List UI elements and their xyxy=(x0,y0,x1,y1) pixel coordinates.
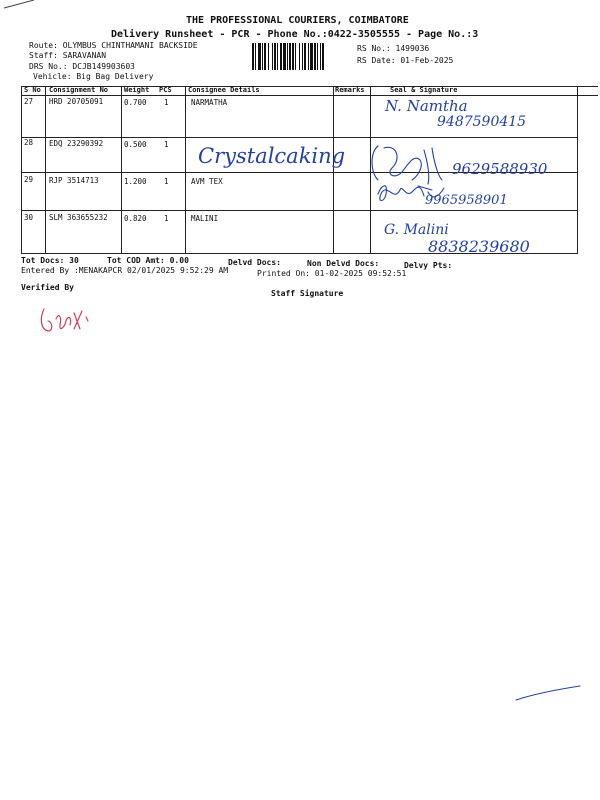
vehicle-label: Vehicle: Big Bag Delivery xyxy=(33,72,154,81)
row-weight: 0.820 xyxy=(124,214,147,223)
handwritten-phone-row28: 9629588930 xyxy=(452,160,548,178)
barcode-graphic xyxy=(252,43,352,70)
col-consignee: Consignee Details xyxy=(188,86,260,94)
barcode xyxy=(252,43,352,70)
col-seal-signature: Seal & Signature xyxy=(390,86,458,94)
row-sno: 28 xyxy=(24,138,34,147)
row-consignee: AVM TEX xyxy=(191,177,223,186)
handwritten-phone-row29: 9965958901 xyxy=(425,193,508,208)
drs-value: DCJB149903603 xyxy=(72,62,135,71)
staff-signature: Staff Signature xyxy=(271,289,344,298)
row-consignee: MALINI xyxy=(191,214,219,223)
drs-no xyxy=(29,62,135,71)
col-remarks: Remarks xyxy=(335,86,365,94)
row-pcs: 1 xyxy=(164,98,169,107)
delvd-docs: Delvd Docs: xyxy=(228,258,281,267)
col-consignment: Consignment No xyxy=(49,86,109,94)
row-pcs: 1 xyxy=(164,214,169,223)
handwritten-name-row27: N. Namtha xyxy=(385,97,468,115)
handwritten-phone-row30: 8838239680 xyxy=(428,237,530,256)
rs-date: RS Date: 01-Feb-2025 xyxy=(357,56,454,65)
printed-on: Printed On: 01-02-2025 09:52:51 xyxy=(257,269,407,278)
row-weight: 1.200 xyxy=(124,177,147,186)
row-pcs: 1 xyxy=(164,177,169,186)
corner-mark xyxy=(0,0,40,20)
row-pcs: 1 xyxy=(164,140,169,149)
row-sno: 27 xyxy=(24,97,34,106)
row-weight: 0.500 xyxy=(124,140,147,149)
tot-cod: Tot COD Amt: 0.00 xyxy=(107,256,189,265)
pen-stroke xyxy=(514,682,584,704)
handwritten-name-row30: G. Malini xyxy=(384,222,449,238)
staff-label: Staff: SARAVANAN xyxy=(29,51,107,60)
col-sno: S No xyxy=(24,86,41,94)
rs-number: RS No.: 1499036 xyxy=(357,44,430,53)
non-delvd-docs: Non Delvd Docs: xyxy=(307,259,380,268)
entered-by: Entered By :MENAKAPCR 02/01/2025 9:52:29 AM xyxy=(21,266,229,275)
verifier-initials xyxy=(36,303,96,337)
tot-docs: Tot Docs: 30 xyxy=(21,256,79,265)
row-weight: 0.700 xyxy=(124,98,147,107)
drs-label: DRS No.: xyxy=(29,62,68,71)
row-consignment: HRD 20705091 xyxy=(49,97,104,106)
company-title: THE PROFESSIONAL COURIERS, COIMBATORE xyxy=(186,15,409,26)
handwritten-consignee-row28: Crystalcaking xyxy=(198,144,346,168)
verified-by: Verified By xyxy=(21,283,74,292)
route-label: Route: OLYMBUS CHINTHAMANI BACKSIDE xyxy=(29,41,198,50)
row-consignment: RJP 3514713 xyxy=(49,176,99,185)
runsheet-subtitle: Delivery Runsheet - PCR - Phone No.:0422-3505555 - Page No.:3 xyxy=(111,29,479,40)
col-weight: Weight xyxy=(124,86,150,94)
row-consignment: EDQ 23290392 xyxy=(49,139,104,148)
handwritten-phone-row27: 9487590415 xyxy=(437,114,527,130)
row-consignee: NARMATHA xyxy=(191,98,228,107)
row-consignment: SLM 363655232 xyxy=(49,213,108,222)
col-pcs: PCS xyxy=(159,86,172,94)
row-sno: 30 xyxy=(24,213,34,222)
row-sno: 29 xyxy=(24,175,34,184)
delvy-pts: Delvy Pts: xyxy=(404,261,453,270)
